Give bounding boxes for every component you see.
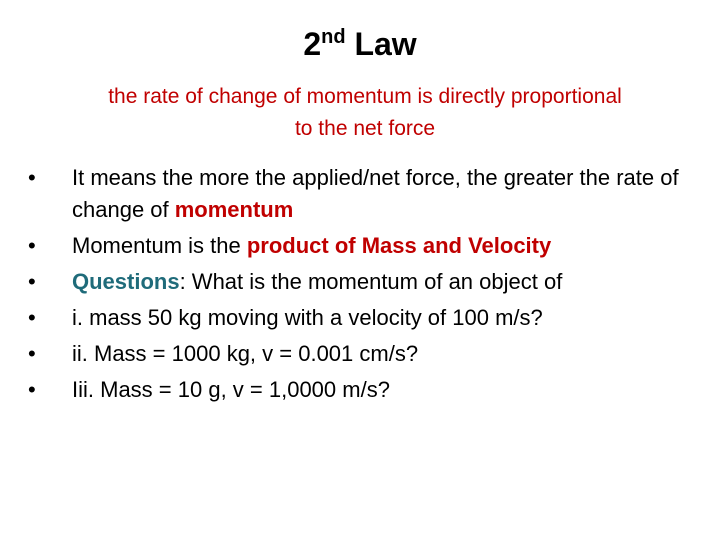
bullet-text: i. mass 50 kg moving with a velocity of 100 m/s? (72, 305, 543, 330)
bullet-item (28, 302, 708, 334)
bullet-dot-icon: • (28, 341, 36, 366)
bullet-dot-icon: • (28, 165, 36, 190)
title-rest: Law (345, 26, 417, 62)
title-number: 2 (303, 26, 322, 62)
bullet-text: It means the more the applied/net force, the greater the rate of change of (72, 165, 679, 222)
slide-subtitle: the rate of change of momentum is directly proportional to the net force (108, 85, 622, 140)
bullet-dot-icon: • (28, 233, 36, 258)
bullet-list (28, 162, 708, 410)
bullet-text: : What is the momentum of an object of (179, 269, 563, 294)
bullet-text: Momentum is the (72, 233, 247, 258)
bullet-dot-icon: • (28, 377, 36, 402)
bullet-item (28, 266, 708, 298)
bullet-text: Iii. Mass = 10 g, v = 1,0000 m/s? (72, 377, 390, 402)
bullet-emphasis: product of Mass and Velocity (246, 233, 552, 258)
bullet-item (28, 162, 708, 226)
bullet-emphasis: Questions (72, 269, 180, 294)
bullet-text: ii. Mass = 1000 kg, v = 0.001 cm/s? (72, 341, 419, 366)
bullet-item (28, 374, 708, 406)
bullet-dot-icon: • (28, 269, 36, 294)
bullet-dot-icon: • (28, 305, 36, 330)
bullet-emphasis: momentum (174, 197, 294, 222)
bullet-item (28, 230, 708, 262)
title-superscript: nd (321, 26, 346, 48)
slide-title (0, 24, 720, 64)
bullet-item (28, 338, 708, 370)
